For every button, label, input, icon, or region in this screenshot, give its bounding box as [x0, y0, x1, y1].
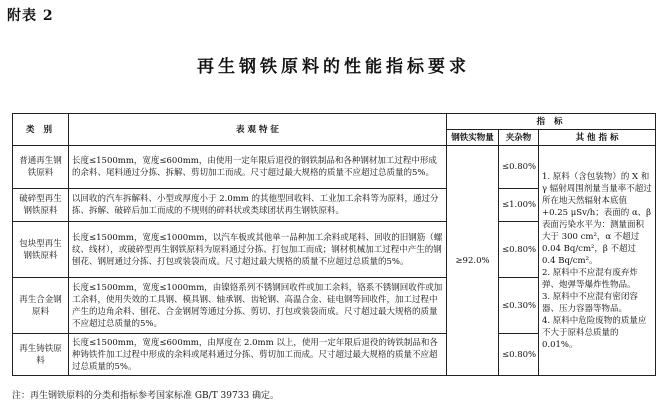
row-features: 长度≤1500mm，宽度≤600mm，由使用一定年限后退役的钢铁制品和各种钢材加工过程中形成的余料、尾料通过分拣、拆解、剪切加工而成。尺寸超过最大规格的质量不应超过总质量的5%。 [69, 146, 447, 189]
row-features: 长度≤1500mm，宽度≤1000mm，以汽车板或其他单一品种加工余料或尾料、回收的旧钢筋（螺纹、线材），或破碎型再生钢铁原料为原料通过分拣、打包加工而成；钢材机械加工过程中产生的钢刨花、钢屑通过分拣、打包或装袋而成。尺寸超过最大规格的质量不应超过总质量的5%。 [69, 222, 447, 278]
header-indicators: 指 标 [447, 114, 656, 130]
header-features: 表 观 特 征 [69, 114, 447, 146]
row-impurity: ≤0.80% [499, 334, 539, 376]
header-other: 其 他 指 标 [539, 130, 656, 146]
other-indicator-3: 3. 原料中不应混有密闭容器、压力容器等物品。 [542, 291, 638, 314]
row-features: 以回收的汽车拆解料、小型或厚度小于 2.0mm 的其他型回收料、工业加工余料等为原料，通过分拣、拆解、破碎后加工而成的不规则的碎料状或类球团状再生钢铁原料。 [69, 189, 447, 222]
other-indicator-2: 2. 原料中不应混有废弃炸弹、炮弹等爆炸性物品。 [542, 267, 638, 290]
header-impurity: 夹杂物 [499, 130, 539, 146]
row-category: 包块型再生钢铁原料 [13, 222, 69, 278]
other-indicator-1: 1. 原料（含包装物）的 X 和 γ 辐射周围剂量当量率不超过所在地天然辐射本底值+0.25 μSv/h；表面的 α、β 表面污染水平为：测量面积大于 300 cm²，α 不超过 0.04 Bq/cm²，β 不超过 0.4 Bq/cm²。 [542, 171, 652, 266]
row-impurity: ≤0.80% [499, 146, 539, 189]
header-yield: 钢铁实物量 [447, 130, 499, 146]
row-impurity: ≤1.00% [499, 189, 539, 222]
row-category: 普通再生钢铁原料 [13, 146, 69, 189]
appendix-label: 附表 2 [7, 8, 54, 24]
header-category: 类 别 [13, 114, 69, 146]
table-row [13, 146, 656, 189]
other-indicator-4: 4. 原料中危险废物的质量应不大于原料总质量的 0.01%。 [542, 315, 647, 350]
row-impurity: ≤0.80% [499, 222, 539, 278]
header-row-1 [13, 114, 656, 130]
row-category: 再生合金钢原料 [13, 278, 69, 334]
row-category: 破碎型再生钢铁原料 [13, 189, 69, 222]
row-impurity: ≤0.30% [499, 278, 539, 334]
row-features: 长度≤1500mm，宽度≤600mm，由厚度在 2.0mm 以上，使用一定年限后退役的铸铁制品和各种铸铁件加工过程中形成的余料或尾料通过分拣、剪切加工而成。尺寸超过最大规格的质量不应超过总质量的5%。 [69, 334, 447, 376]
table-title: 再生钢铁原料的性能指标要求 [197, 57, 470, 77]
row-features: 长度≤1500mm，宽度≤1000mm，由镍铬系列不锈钢回收件或加工余料，铬系不锈钢回收件或加工余料，使用失效的工具钢、模具钢、轴承钢、齿轮钢、高温合金、硅电钢等回收件，加工过程中产生的边角余料、刨花、合金钢屑等通过分拣、剪切、打包或装袋而成。尺寸超过最大规格的质量不应超过总质量的5%。 [69, 278, 447, 334]
other-indicators [539, 146, 656, 376]
requirements-table [12, 113, 656, 376]
row-category: 再生铸铁原料 [13, 334, 69, 376]
footnote: 注：再生钢铁原料的分类和指标参考国家标准 GB/T 39733 确定。 [12, 391, 280, 401]
yield-value: ≥92.0% [447, 146, 499, 376]
